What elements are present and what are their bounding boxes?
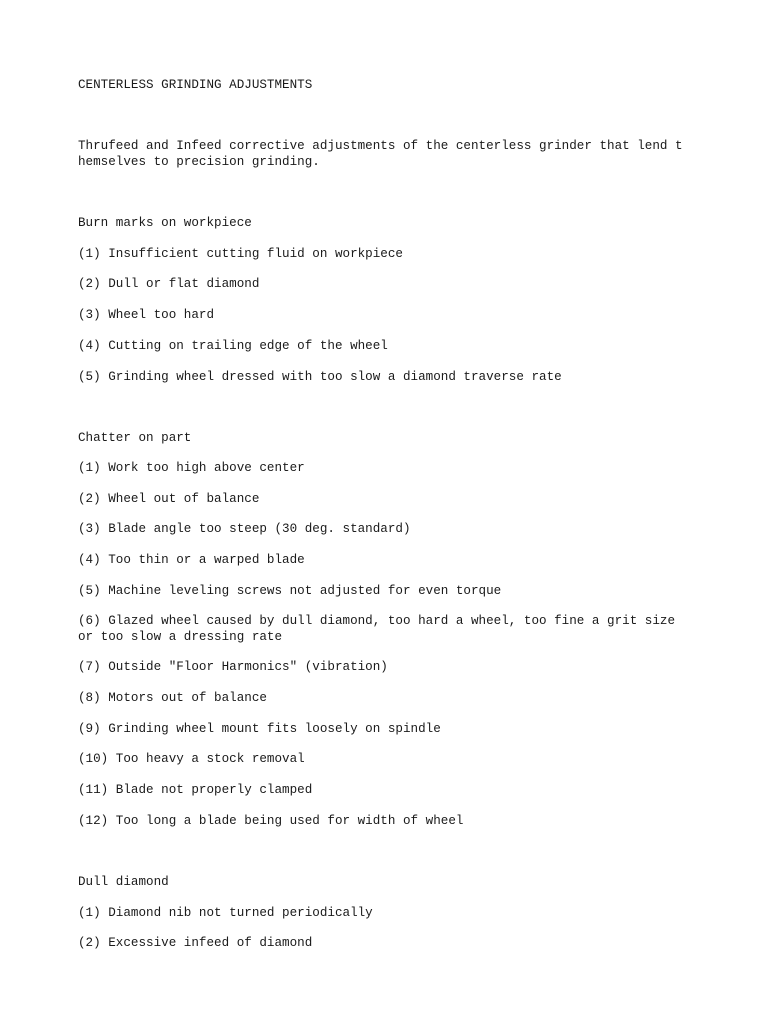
list-item: (9) Grinding wheel mount fits loosely on spindle [78, 722, 441, 736]
list-item: (3) Blade angle too steep (30 deg. standard) [78, 522, 411, 536]
section-heading-dull-diamond: Dull diamond [78, 875, 169, 889]
list-item: (8) Motors out of balance [78, 691, 267, 705]
intro-line-2: hemselves to precision grinding. [78, 155, 320, 169]
list-item: (10) Too heavy a stock removal [78, 752, 305, 766]
list-item: (6) Glazed wheel caused by dull diamond, too hard a wheel, too fine a grit size [78, 614, 676, 628]
list-item: (1) Work too high above center [78, 461, 305, 475]
list-item: (1) Insufficient cutting fluid on workpiece [78, 247, 403, 261]
list-item: (2) Excessive infeed of diamond [78, 936, 313, 950]
list-item: (12) Too long a blade being used for width of wheel [78, 814, 464, 828]
list-item: (1) Diamond nib not turned periodically [78, 906, 373, 920]
list-item-continuation: or too slow a dressing rate [78, 630, 283, 644]
section-heading-burn-marks: Burn marks on workpiece [78, 216, 252, 230]
list-item: (5) Machine leveling screws not adjusted for even torque [78, 584, 502, 598]
list-item: (5) Grinding wheel dressed with too slow a diamond traverse rate [78, 370, 562, 384]
list-item: (2) Wheel out of balance [78, 492, 260, 506]
list-item: (4) Too thin or a warped blade [78, 553, 305, 567]
list-item: (3) Wheel too hard [78, 308, 215, 322]
document-title: CENTERLESS GRINDING ADJUSTMENTS [78, 78, 313, 92]
list-item: (11) Blade not properly clamped [78, 783, 313, 797]
list-item: (2) Dull or flat diamond [78, 277, 260, 291]
list-item: (7) Outside "Floor Harmonics" (vibration) [78, 660, 388, 674]
section-heading-chatter: Chatter on part [78, 431, 192, 445]
list-item: (4) Cutting on trailing edge of the wheel [78, 339, 388, 353]
intro-line-1: Thrufeed and Infeed corrective adjustments of the centerless grinder that lend t [78, 139, 683, 153]
